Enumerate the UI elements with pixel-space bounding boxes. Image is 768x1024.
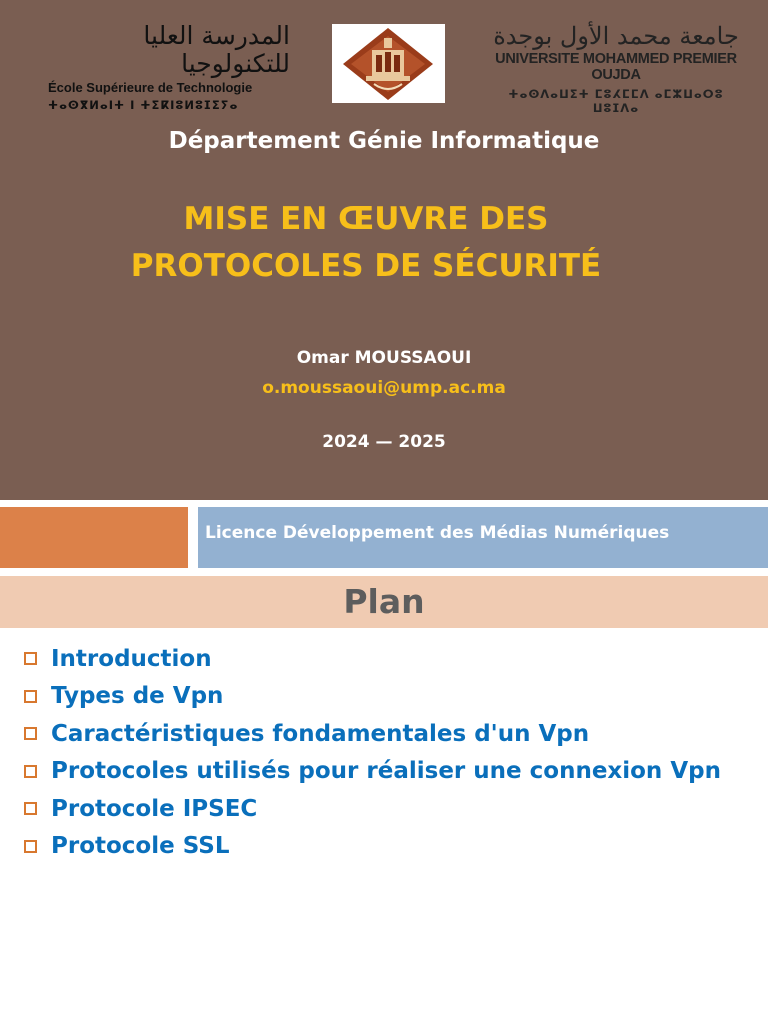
list-item-label: Types de Vpn: [51, 683, 224, 710]
list-item-label: Protocole SSL: [51, 833, 230, 860]
school-logo-arabic: المدرسة العليا للتكنولوجيا: [143, 21, 290, 78]
square-bullet-icon: [24, 690, 37, 703]
accent-block: [0, 507, 188, 568]
list-item-label: Protocole IPSEC: [51, 795, 258, 822]
university-logo-tifinagh: ⵜⴰⵙⴷⴰⵡⵉⵜ ⵎⵓⵃⵎⵎⴷ ⴰⵎⵣⵡⴰⵔⵓ ⵡⵓⵊⴷⴰ: [508, 87, 724, 115]
list-item: [24, 790, 721, 828]
author-name: Omar MOUSSAOUI: [296, 348, 472, 368]
list-item: [24, 640, 721, 678]
list-item-label: Introduction: [51, 645, 212, 672]
school-logo-tifinagh: ⵜⴰⵙⴳⵍⴰⵏⵜ ⵏ ⵜⵉⴽⵏⵓⵍⵓⵊⵉⵢⴰ: [48, 98, 239, 112]
square-bullet-icon: [24, 765, 37, 778]
program-banner: [198, 507, 768, 568]
list-item: [24, 715, 721, 753]
school-logo: [48, 21, 290, 112]
list-item-label: Protocoles utilisés pour réaliser une connexion Vpn: [51, 758, 721, 785]
author-email: o.moussaoui@ump.ac.ma: [262, 378, 506, 398]
academic-year: 2024 — 2025: [322, 432, 446, 452]
university-logo: [492, 22, 740, 115]
plan-heading: Plan: [343, 582, 425, 621]
title-line-1: MISE EN ŒUVRE DES: [183, 201, 549, 237]
list-item: [24, 828, 721, 866]
university-emblem-icon: [332, 24, 445, 103]
program-name: Licence Développement des Médias Numériques: [205, 523, 670, 543]
list-item-label: Caractéristiques fondamentales d'un Vpn: [51, 720, 590, 747]
square-bullet-icon: [24, 727, 37, 740]
school-logo-french: École Supérieure de Technologie: [48, 80, 253, 95]
square-bullet-icon: [24, 840, 37, 853]
department-name: Département Génie Informatique: [168, 128, 600, 154]
square-bullet-icon: [24, 652, 37, 665]
university-logo-arabic: جامعة محمد الأول بوجدة: [493, 22, 739, 50]
title-line-2: PROTOCOLES DE SÉCURITÉ: [130, 248, 602, 284]
square-bullet-icon: [24, 802, 37, 815]
presentation-title: [0, 196, 732, 290]
title-banner: [0, 0, 768, 500]
plan-list: [24, 640, 721, 865]
plan-header: [0, 576, 768, 628]
list-item: [24, 678, 721, 716]
list-item: [24, 753, 721, 791]
university-logo-french: UNIVERSITE MOHAMMED PREMIER OUJDA: [495, 51, 737, 83]
